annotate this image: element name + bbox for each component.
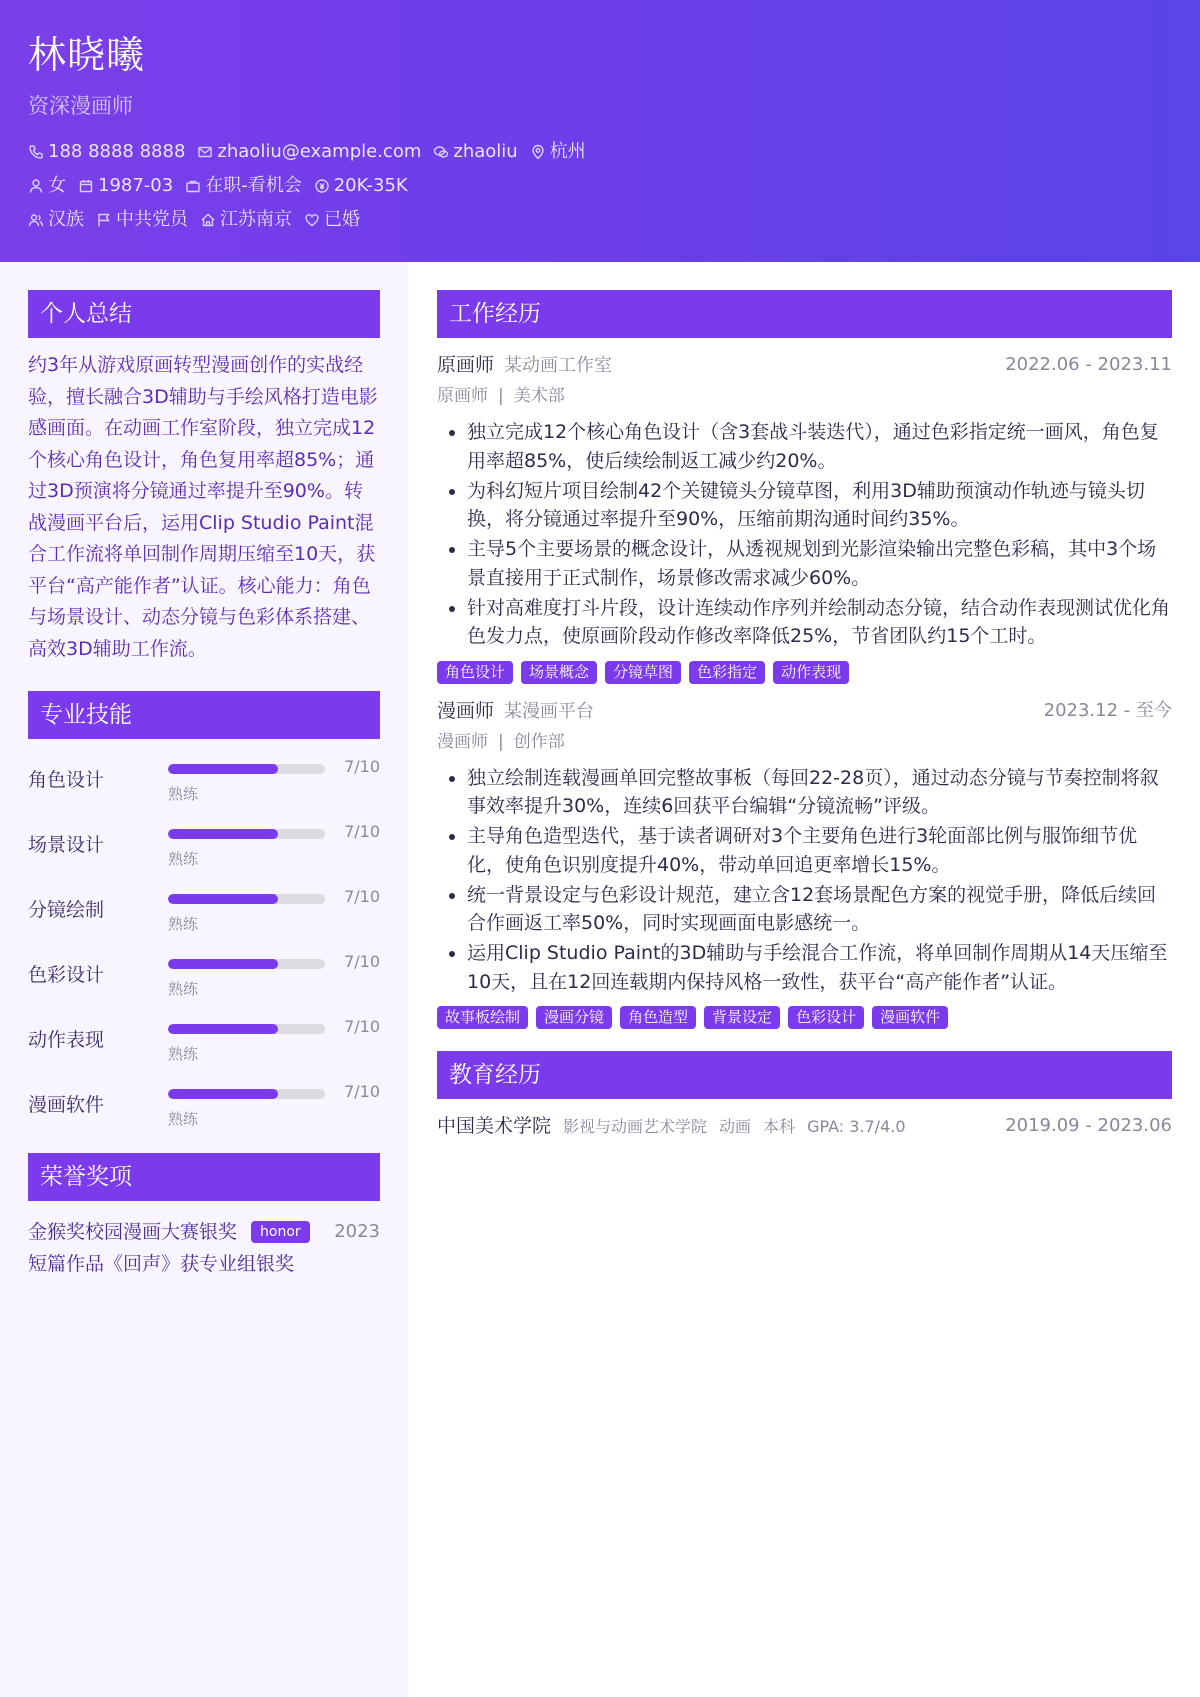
location-icon bbox=[530, 144, 546, 160]
job-company: 某漫画平台 bbox=[504, 700, 595, 722]
job-tags bbox=[437, 1006, 1172, 1029]
list-item: • 为科幻短片项目绘制42个关键镜头分镜草图，利用3D辅助预演动作轨迹与镜头切换，将分镜通过率提升至90%，压缩前期沟通时间约35%。 bbox=[467, 477, 1172, 534]
list-item: • 运用Clip Studio Paint的3D辅助与手绘混合工作流，将单回制作周期从14天压缩至10天，且在12回连载期内保持风格一致性，获平台“高产能作者”认证。 bbox=[467, 939, 1172, 996]
status-item bbox=[185, 174, 302, 198]
skill-level: 熟练 bbox=[168, 1110, 199, 1128]
job-date: 2023.12 - 至今 bbox=[1043, 699, 1172, 721]
skill-progress-bar bbox=[168, 959, 325, 969]
skill-name: 场景设计 bbox=[28, 834, 105, 856]
skill-tag: 漫画分镜 bbox=[536, 1006, 612, 1029]
wechat-text: zhaoliu bbox=[453, 141, 518, 162]
contact-wechat[interactable] bbox=[433, 140, 517, 164]
skill-score: 7/10 bbox=[344, 1017, 380, 1036]
gender-text: 女 bbox=[48, 175, 66, 196]
wechat-icon bbox=[433, 144, 449, 160]
job-department: 美术部 bbox=[513, 386, 565, 406]
mail-icon bbox=[197, 144, 213, 160]
ethnicity-item bbox=[28, 208, 84, 232]
skill-tag: 色彩设计 bbox=[788, 1006, 864, 1029]
skill-level: 熟练 bbox=[168, 1045, 199, 1063]
home-icon bbox=[200, 212, 216, 228]
heart-icon bbox=[304, 212, 320, 228]
job-header bbox=[437, 350, 1172, 380]
marital-item bbox=[304, 208, 360, 232]
political-text: 中共党员 bbox=[116, 209, 188, 230]
main-content bbox=[408, 262, 1200, 1697]
birth-text: 1987-03 bbox=[98, 175, 174, 196]
ethnicity-text: 汉族 bbox=[48, 209, 84, 230]
skill-level: 熟练 bbox=[168, 915, 199, 933]
skill-score: 7/10 bbox=[344, 887, 380, 906]
summary-heading: 个人总结 bbox=[28, 290, 380, 338]
email-text: zhaoliu@example.com bbox=[217, 141, 422, 162]
skill-item bbox=[28, 749, 380, 814]
skill-tag: 角色设计 bbox=[437, 661, 513, 684]
skill-level: 熟练 bbox=[168, 850, 199, 868]
job-title: 漫画师 bbox=[437, 699, 495, 722]
edu-gpa: GPA: 3.7/4.0 bbox=[807, 1117, 906, 1136]
job-subline bbox=[437, 728, 1172, 756]
skill-item bbox=[28, 814, 380, 879]
briefcase-icon bbox=[185, 178, 201, 194]
skill-item bbox=[28, 944, 380, 1009]
list-item: • 独立绘制连载漫画单回完整故事板（每回22-28页），通过动态分镜与节奏控制将叙事效率提升30%，连续6回获平台编辑“分镜流畅”评级。 bbox=[467, 764, 1172, 821]
phone-icon bbox=[28, 144, 44, 160]
contact-email[interactable] bbox=[197, 140, 421, 164]
job-company: 某动画工作室 bbox=[504, 355, 613, 376]
resume-header bbox=[0, 0, 1200, 262]
skill-score: 7/10 bbox=[344, 822, 380, 841]
skill-progress-bar bbox=[168, 764, 325, 774]
job-separator: | bbox=[498, 386, 504, 406]
skills-heading: 专业技能 bbox=[28, 691, 380, 739]
calendar-icon bbox=[78, 178, 94, 194]
skill-tag: 色彩指定 bbox=[689, 661, 765, 684]
phone-text: 188 8888 8888 bbox=[48, 141, 186, 162]
edu-college: 影视与动画艺术学院 bbox=[563, 1117, 708, 1136]
awards-heading: 荣誉奖项 bbox=[28, 1153, 380, 1201]
skill-progress-fill bbox=[168, 1089, 278, 1099]
job-tags bbox=[437, 661, 1172, 684]
skill-progress-bar bbox=[168, 894, 325, 904]
skill-level: 熟练 bbox=[168, 785, 199, 803]
skill-progress-fill bbox=[168, 764, 278, 774]
skill-level: 熟练 bbox=[168, 980, 199, 998]
candidate-name: 林晓曦 bbox=[28, 33, 146, 77]
skill-progress-fill bbox=[168, 894, 278, 904]
education-heading: 教育经历 bbox=[437, 1051, 1172, 1099]
birth-item bbox=[78, 174, 173, 198]
political-item bbox=[96, 208, 188, 232]
people-icon bbox=[28, 212, 44, 228]
skill-progress-bar bbox=[168, 829, 325, 839]
skill-name: 分镜绘制 bbox=[28, 899, 105, 921]
skill-progress-fill bbox=[168, 829, 278, 839]
job-subline bbox=[437, 382, 1172, 410]
skill-tag: 分镜草图 bbox=[605, 661, 681, 684]
personal-row bbox=[28, 174, 1172, 198]
award-description: 短篇作品《回声》获专业组银奖 bbox=[28, 1253, 295, 1275]
skill-progress-fill bbox=[168, 959, 278, 969]
skill-score: 7/10 bbox=[344, 1082, 380, 1101]
list-item: • 主导5个主要场景的概念设计，从透视规划到光影渲染输出完整色彩稿，其中3个场景直接用于正式制作，场景修改需求减少60%。 bbox=[467, 535, 1172, 592]
award-year: 2023 bbox=[334, 1221, 380, 1242]
edu-degree: 本科 bbox=[763, 1117, 796, 1136]
list-item: • 主导角色造型迭代，基于读者调研对3个主要角色进行3轮面部比例与服饰细节优化，使角色识别度提升40%，带动单回追更率增长15%。 bbox=[467, 822, 1172, 879]
skill-tag: 故事板绘制 bbox=[437, 1006, 528, 1029]
salary-icon bbox=[314, 178, 330, 194]
skill-tag: 动作表现 bbox=[773, 661, 849, 684]
extra-row bbox=[28, 208, 1172, 232]
award-badge: honor bbox=[251, 1221, 310, 1243]
skills-list bbox=[28, 749, 380, 1139]
job-bullets bbox=[437, 764, 1172, 997]
skill-name: 漫画软件 bbox=[28, 1094, 105, 1116]
sidebar bbox=[0, 262, 408, 1697]
skill-tag: 场景概念 bbox=[521, 661, 597, 684]
work-heading: 工作经历 bbox=[437, 290, 1172, 338]
job-title: 原画师 bbox=[437, 354, 495, 376]
job-date: 2022.06 - 2023.11 bbox=[1005, 354, 1172, 375]
skill-tag: 角色造型 bbox=[620, 1006, 696, 1029]
user-icon bbox=[28, 178, 44, 194]
skill-item bbox=[28, 1009, 380, 1074]
job-entry bbox=[437, 696, 1172, 1030]
job-separator: | bbox=[498, 731, 504, 752]
education-entry bbox=[437, 1111, 1172, 1141]
list-item: • 针对高难度打斗片段，设计连续动作序列并绘制动态分镜，结合动作表现测试优化角色发力点，使原画阶段动作修改率降低25%，节省团队约15个工时。 bbox=[467, 594, 1172, 651]
skill-tag: 背景设定 bbox=[704, 1006, 780, 1029]
summary-text: 约3年从游戏原画转型漫画创作的实战经验，擅长融合3D辅助与手绘风格打造电影感画面。在动画工作室阶段，独立完成12个核心角色设计，角色复用率超85%；通过3D预演将分镜通过率提升至90%。转战漫画平台后，运用Clip Studio Paint混合工作流将单回制作周期压缩至10天，获平台“高产能作者”认证。核心能力：角色与场景设计、动态分镜与色彩体系搭建、高效3D辅助工作流。 bbox=[28, 354, 378, 660]
flag-icon bbox=[96, 212, 112, 228]
list-item: • 统一背景设定与色彩设计规范，建立含12套场景配色方案的视觉手册，降低后续回合作画返工率50%，同时实现画面电影感统一。 bbox=[467, 881, 1172, 938]
contact-row bbox=[28, 140, 1172, 164]
skill-score: 7/10 bbox=[344, 757, 380, 776]
skill-name: 角色设计 bbox=[28, 769, 105, 791]
hometown-text: 江苏南京 bbox=[220, 209, 292, 230]
job-entry bbox=[437, 350, 1172, 684]
job-header bbox=[437, 696, 1172, 726]
status-text: 在职-看机会 bbox=[205, 175, 302, 196]
job-role: 漫画师 bbox=[437, 731, 488, 752]
award-title: 金猴奖校园漫画大赛银奖 bbox=[28, 1221, 238, 1243]
edu-school: 中国美术学院 bbox=[437, 1115, 552, 1137]
skill-item bbox=[28, 879, 380, 944]
salary-item bbox=[314, 174, 408, 198]
gender-item bbox=[28, 174, 66, 198]
job-bullets bbox=[437, 418, 1172, 651]
candidate-title: 资深漫画师 bbox=[28, 94, 133, 118]
location-text: 杭州 bbox=[549, 141, 586, 162]
salary-text: 20K-35K bbox=[333, 175, 408, 196]
hometown-item bbox=[200, 208, 292, 232]
contact-location bbox=[530, 140, 586, 164]
award-item bbox=[28, 1215, 380, 1249]
skill-item bbox=[28, 1074, 380, 1139]
edu-date: 2019.09 - 2023.06 bbox=[1005, 1115, 1172, 1136]
skill-name: 动作表现 bbox=[28, 1029, 105, 1051]
skill-progress-bar bbox=[168, 1024, 325, 1034]
skill-progress-fill bbox=[168, 1024, 278, 1034]
marital-text: 已婚 bbox=[324, 209, 360, 230]
edu-major: 动画 bbox=[719, 1117, 752, 1136]
skill-progress-bar bbox=[168, 1089, 325, 1099]
contact-phone[interactable] bbox=[28, 140, 185, 164]
skill-tag: 漫画软件 bbox=[872, 1006, 948, 1029]
list-item: • 独立完成12个核心角色设计（含3套战斗装迭代），通过色彩指定统一画风，角色复用率超85%，使后续绘制返工减少约20%。 bbox=[467, 418, 1172, 475]
skill-score: 7/10 bbox=[344, 952, 380, 971]
job-role: 原画师 bbox=[437, 386, 488, 406]
job-department: 创作部 bbox=[513, 731, 565, 752]
skill-name: 色彩设计 bbox=[28, 964, 105, 986]
